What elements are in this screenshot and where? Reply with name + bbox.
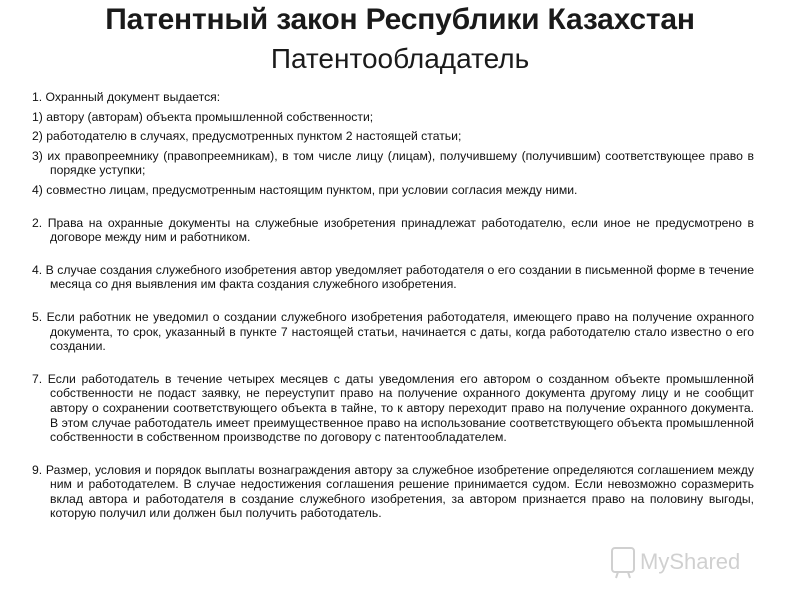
myshared-logo-icon [608, 540, 768, 580]
paragraph-5: 5. Если работник не уведомил о создании служебного изобретения работодателя, имеющего право на получение охранного документа, то срок, указанный в пункте 7 настоящей статьи, начинается с даты, когда работодателю стало известно о его создании. [32, 309, 754, 354]
watermark-text: MyShared [640, 549, 741, 574]
watermark [608, 540, 768, 580]
paragraph-1-item-4: 4) совместно лицам, предусмотренным настоящим пунктом, при условии согласия между ними. [32, 182, 578, 197]
paragraph-9: 9. Размер, условия и порядок выплаты вознаграждения автору за служебное изобретение определяются соглашением между ним и работодателем. В случае недостижения соглашения решение принимается судом. Если невозможно соразмерить вклад автора и работодателя в создание служебного изобретения, за автором признается право на половину выгоды, которую получил или должен был получить работодатель. [32, 462, 754, 521]
paragraph-7: 7. Если работодатель в течение четырех месяцев с даты уведомления его автором о созданном объекте промышленной собственности не подаст заявку, не переуступит право на получение охранного документа другому лицу и не сообщит автору о сохранении соответствующего объекта в тайне, то к автору переходит право на получение охранного документа. В этом случае работодатель имеет преимущественное право на использование соответствующего объекта промышленной собственности в собственном производстве по договору с патентообладателем. [32, 371, 754, 445]
paragraph-2: 2. Права на охранные документы на служебные изобретения принадлежат работодателю, если иное не предусмотрено в договоре между ним и работником. [32, 215, 754, 245]
paragraph-1-intro: 1. Охранный документ выдается: [32, 90, 221, 104]
slide-body [32, 90, 754, 521]
paragraph-1-item-3: 3) их правопреемнику (правопреемникам), в том числе лицу (лицам), получившему (получившим) соответствующее право в порядке уступки; [32, 148, 754, 178]
paragraph-4: 4. В случае создания служебного изобретения автор уведомляет работодателя о его создании в письменной форме в течение месяца со дня выявления им факта создания служебного изобретения. [32, 262, 754, 292]
slide-subtitle: Патентообладатель [270, 43, 530, 74]
paragraph-1-item-1: 1) автору (авторам) объекта промышленной собственности; [32, 109, 374, 124]
paragraph-1-item-2: 2) работодателю в случаях, предусмотренных пунктом 2 настоящей статьи; [32, 129, 462, 144]
slide-title: Патентный закон Республики Казахстан [105, 3, 695, 36]
title-block [0, 2, 800, 76]
